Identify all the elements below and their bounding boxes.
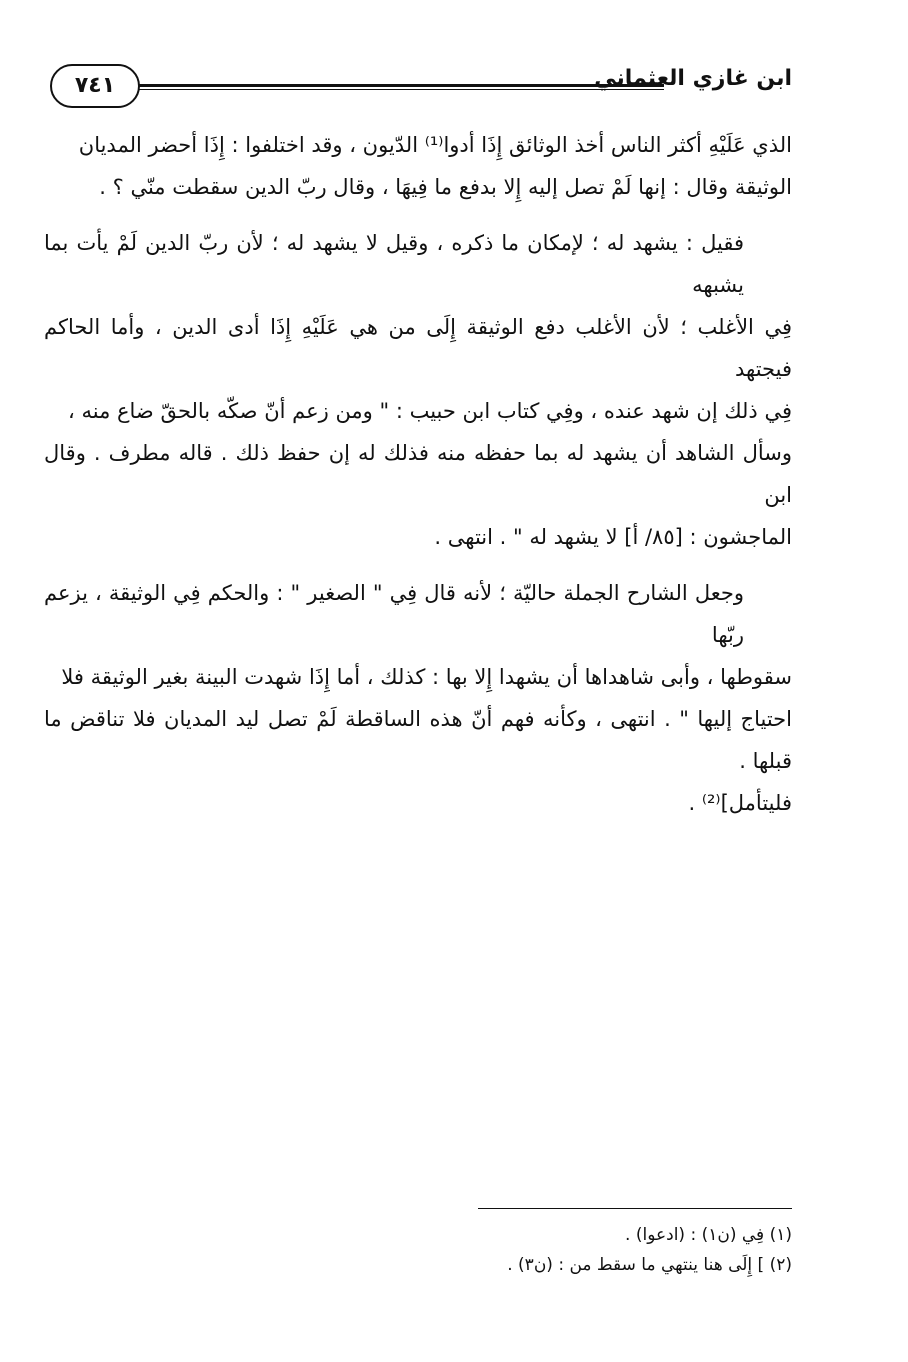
page-header bbox=[40, 60, 792, 110]
text-line: فِي الأغلب ؛ لأن الأغلب دفع الوثيقة إِلَى من هي عَلَيْهِ إِذَا أدى الدين ، وأما الحاكم فيجتهد bbox=[44, 315, 792, 381]
text-line: الماجشون : [٨٥/ أ] لا يشهد له " . انتهى . bbox=[434, 525, 792, 549]
text-line: فِي ذلك إن شهد عنده ، وفِي كتاب ابن حبيب : " ومن زعم أنّ صكّه بالحقّ ضاع منه ، bbox=[68, 399, 792, 423]
text-line: فليتأمل]⁽²⁾ . bbox=[688, 791, 792, 815]
text-line: سقوطها ، وأبى شاهداها أن يشهدا إِلا بها : كذلك ، أما إِذَا شهدت البينة بغير الوثيقة فلا bbox=[61, 665, 792, 689]
footnote-1: (١) فِي (ن١) : (ادعوا) . bbox=[625, 1225, 792, 1245]
text-line: الذي عَلَيْهِ أكثر الناس أخذ الوثائق إِذَا أدوا⁽¹⁾ الدّيون ، وقد اختلفوا : إِذَا أحضر المديان bbox=[78, 133, 792, 157]
text-line: وسأل الشاهد أن يشهد له بما حفظه منه فذلك له إن حفظ ذلك . قاله مطرف . وقال ابن bbox=[44, 441, 792, 507]
running-title: ابن غازي العثماني bbox=[594, 66, 792, 91]
header-rule bbox=[138, 84, 664, 90]
text-line: فقيل : يشهد له ؛ لإمكان ما ذكره ، وقيل لا يشهد له ؛ لأن ربّ الدين لَمْ يأت بما يشبهه bbox=[44, 231, 744, 297]
paragraph-1 bbox=[44, 124, 792, 208]
footnotes bbox=[300, 1220, 792, 1280]
text-line: الوثيقة وقال : إنها لَمْ تصل إليه إِلا بدفع ما فِيهَا ، وقال ربّ الدين سقطت منّي ؟ . bbox=[99, 175, 792, 199]
paragraph-3 bbox=[44, 572, 792, 824]
text-line: وجعل الشارح الجملة حاليّة ؛ لأنه قال فِي " الصغير " : والحكم فِي الوثيقة ، يزعم ربّها bbox=[44, 581, 744, 647]
paragraph-2 bbox=[44, 222, 792, 558]
footnote-separator bbox=[478, 1208, 792, 1209]
page-number: ٧٤١ bbox=[50, 64, 140, 108]
footnote-2: (٢) ] إِلَى هنا ينتهي ما سقط من : (ن٣) . bbox=[507, 1255, 792, 1275]
main-text bbox=[44, 124, 792, 824]
text-line: احتياج إليها " . انتهى ، وكأنه فهم أنّ هذه الساقطة لَمْ تصل ليد المديان فلا تناقض ما قبلها . bbox=[44, 707, 792, 773]
